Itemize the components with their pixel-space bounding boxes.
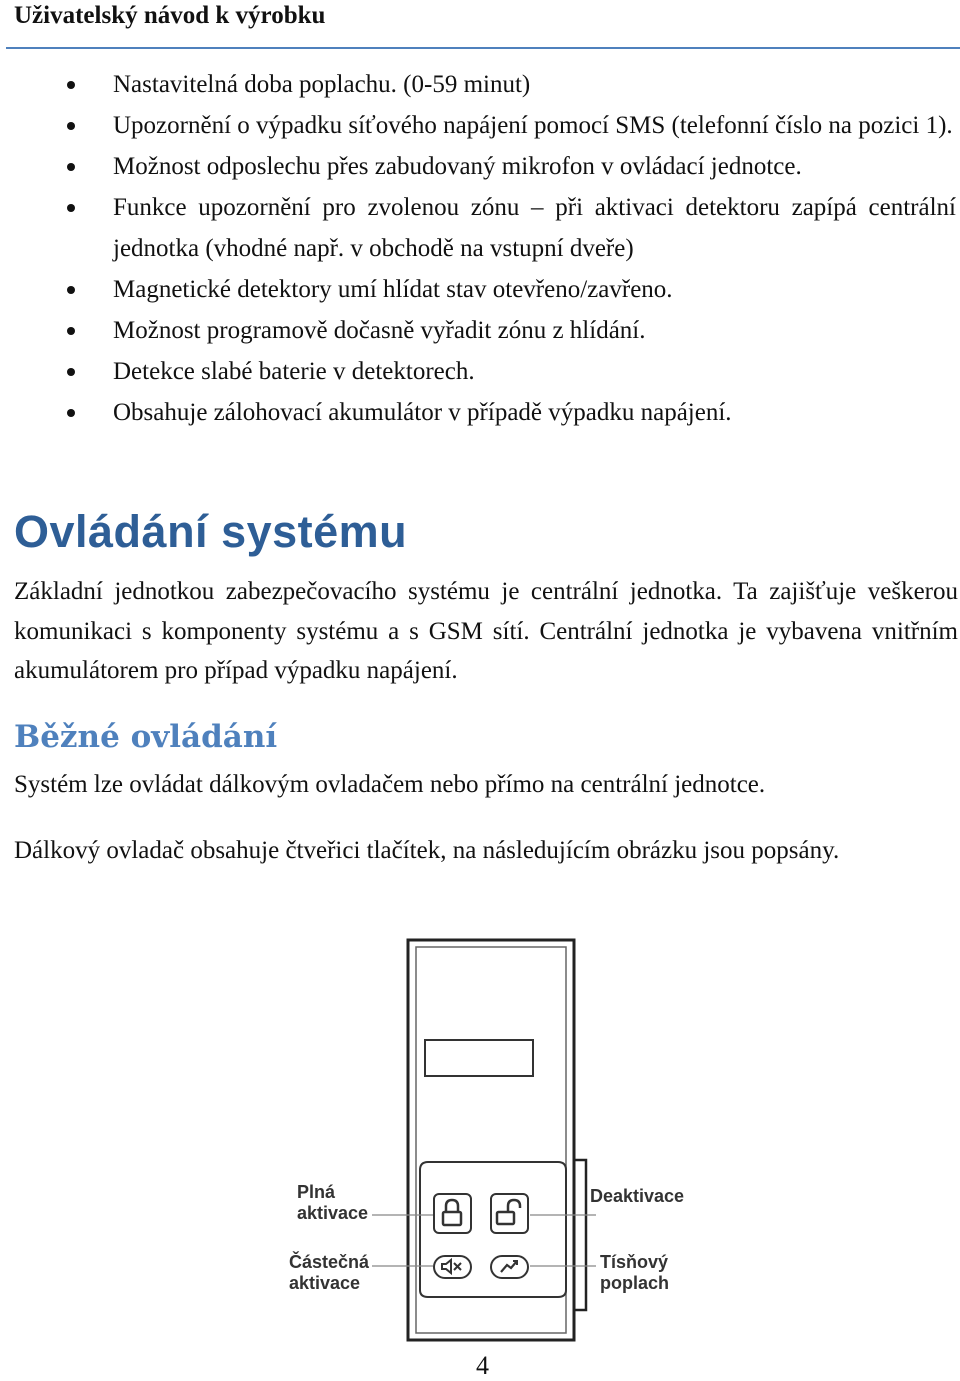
list-item xyxy=(0,351,960,392)
subsection-paragraph-2: Dálkový ovladač obsahuje čtveřici tlačítek, na následujícím obrázku jsou popsány. xyxy=(14,837,840,864)
lock-closed-icon xyxy=(435,1195,469,1231)
list-item xyxy=(0,392,960,433)
panic-label-line-2: poplach xyxy=(600,1273,670,1293)
full-arm-button[interactable] xyxy=(433,1193,472,1234)
list-item-text: Nastavitelná doba poplachu. (0-59 minut) xyxy=(113,71,531,98)
lock-open-icon xyxy=(492,1195,526,1231)
bullet-icon xyxy=(67,327,75,335)
full-arm-label-line-2: aktivace xyxy=(297,1203,369,1223)
list-item xyxy=(0,105,960,146)
bullet-icon xyxy=(67,204,75,212)
bullet-icon xyxy=(67,163,75,171)
subsection-paragraph-1: Systém lze ovládat dálkovým ovladačem nebo přímo na centrální jednotce. xyxy=(14,771,766,798)
page-header-title: Uživatelský návod k výrobku xyxy=(14,2,326,29)
list-item-text: Magnetické detektory umí hlídat stav otevřeno/zavřeno. xyxy=(113,276,673,303)
partial-arm-button[interactable] xyxy=(433,1255,472,1279)
list-item-text: Detekce slabé baterie v detektorech. xyxy=(113,358,475,385)
list-item-text: Funkce upozornění pro zvolenou zónu – při aktivaci detektoru zapípá centrální jednotka (vhodné např. v obchodě na vstupní dveře) xyxy=(113,194,956,262)
list-item-text: Upozornění o výpadku síťového napájení pomocí SMS (telefonní číslo na pozici 1). xyxy=(113,112,953,139)
list-item xyxy=(0,64,960,105)
full-arm-label-line-1: Plná xyxy=(297,1182,336,1202)
list-item xyxy=(0,310,960,351)
speaker-mute-icon xyxy=(435,1257,469,1276)
page-number: 4 xyxy=(476,1351,489,1380)
remote-control-figure xyxy=(280,925,710,1355)
list-item-text: Obsahuje zálohovací akumulátor v případě výpadku napájení. xyxy=(113,399,732,426)
list-item xyxy=(0,269,960,310)
partial-arm-label-line-1: Částečná xyxy=(289,1252,370,1272)
disarm-label: Deaktivace xyxy=(590,1186,685,1206)
list-item xyxy=(0,146,960,187)
list-item-text: Možnost odposlechu přes zabudovaný mikrofon v ovládací jednotce. xyxy=(113,153,802,180)
section-paragraph: Základní jednotkou zabezpečovacího systému je centrální jednotka. Ta zajišťuje veškerou komunikaci s komponenty systému a s GSM sítí. Centrální jednotka je vybavena vnitřním akumulátorem pro případ výpadku napájení. xyxy=(14,578,958,684)
partial-arm-label xyxy=(289,1252,369,1294)
panic-button[interactable] xyxy=(490,1255,529,1279)
bullet-icon xyxy=(67,122,75,130)
subsection-heading: Běžné ovládání xyxy=(14,719,278,755)
full-arm-label xyxy=(297,1182,368,1224)
panic-icon xyxy=(492,1257,526,1276)
feature-list xyxy=(0,64,960,433)
section-heading: Ovládání systému xyxy=(14,506,408,557)
panic-label-line-1: Tísňový xyxy=(600,1252,669,1272)
header-divider xyxy=(6,47,960,49)
bullet-icon xyxy=(67,368,75,376)
disarm-button[interactable] xyxy=(490,1193,529,1234)
bullet-icon xyxy=(67,286,75,294)
bullet-icon xyxy=(67,409,75,417)
panic-label xyxy=(600,1252,669,1294)
bullet-icon xyxy=(67,81,75,89)
partial-arm-label-line-2: aktivace xyxy=(289,1273,361,1293)
list-item-text: Možnost programově dočasně vyřadit zónu z hlídání. xyxy=(113,317,646,344)
list-item xyxy=(0,187,960,269)
